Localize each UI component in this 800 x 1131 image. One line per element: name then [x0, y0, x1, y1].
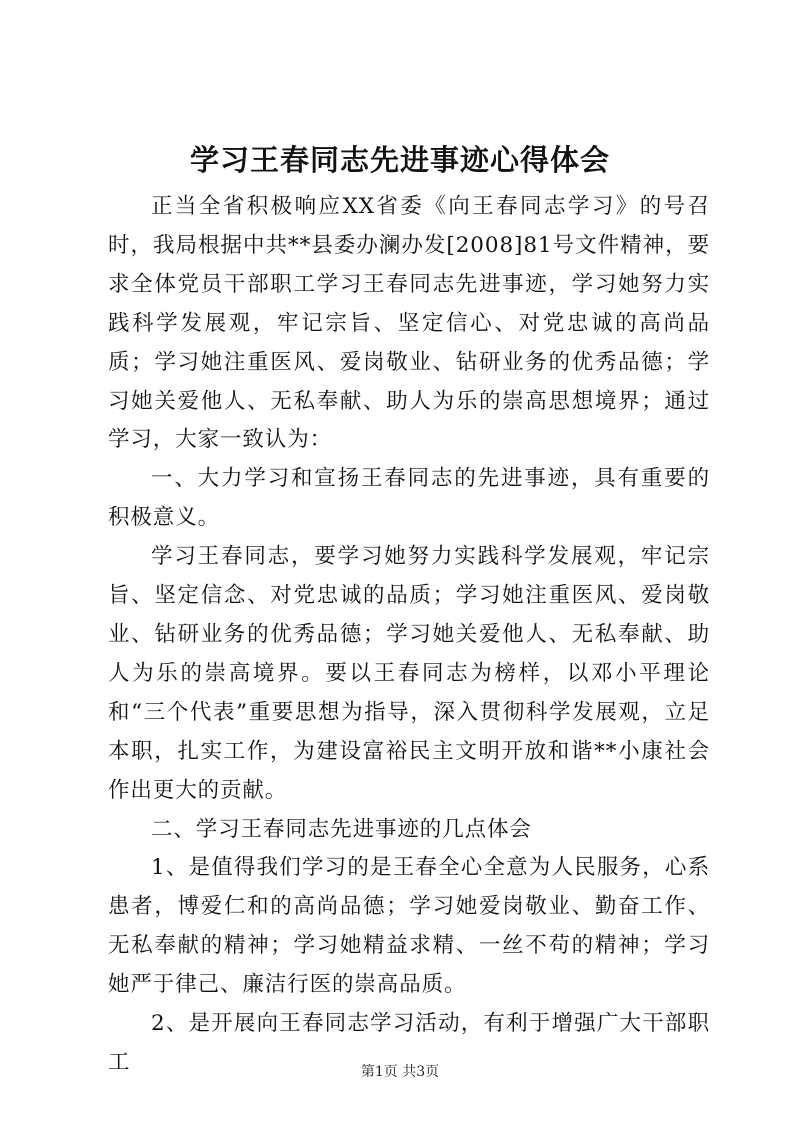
paragraph-heading-2: 二、学习王春同志先进事迹的几点体会: [151, 816, 532, 842]
paragraph-point-1: 1、是值得我们学习的是王春全心全意为人民服务，心系患者，博爱仁和的高尚品德；学习她爱岗敬业、勤奋工作、无私奉献的精神；学习她精益求精、一丝不苟的精神；学习她严于律己、廉洁行医的崇高品质。: [108, 855, 710, 998]
page-number-footer: 第1页 共3页: [360, 1064, 440, 1080]
paragraph-point-2: 2、是开展向王春同志学习活动，有利于增强广大干部职工: [108, 1011, 710, 1075]
paragraph-heading-1: 一、大力学习和宣扬王春同志的先进事迹，具有重要的积极意义。: [108, 466, 710, 531]
document-title: 学习王春同志先进事迹心得体会: [189, 143, 610, 177]
document-body: [108, 188, 710, 1083]
paragraph-study: 学习王春同志，要学习她努力实践科学发展观，牢记宗旨、坚定信念、对党忠诚的品质；学习她注重医风、爱岗敬业、钻研业务的优秀品德；学习她关爱他人、无私奉献、助人为乐的崇高境界。要以王春同志为榜样，以邓小平理论和“三个代表”重要思想为指导，深入贯彻科学发展观，立足本职，扎实工作，为建设富裕民主文明开放和谐**小康社会作出更大的贡献。: [108, 544, 710, 803]
paragraph-intro: 正当全省积极响应XX省委《向王春同志学习》的号召时，我局根据中共**县委办澜办发[2008]81号文件精神，要求全体党员干部职工学习王春同志先进事迹，学习她努力实践科学发展观，牢记宗旨、坚定信心、对党忠诚的高尚品质；学习她注重医风、爱岗敬业、钻研业务的优秀品德；学习她关爱他人、无私奉献、助人为乐的崇高思想境界；通过学习，大家一致认为：: [108, 194, 710, 453]
